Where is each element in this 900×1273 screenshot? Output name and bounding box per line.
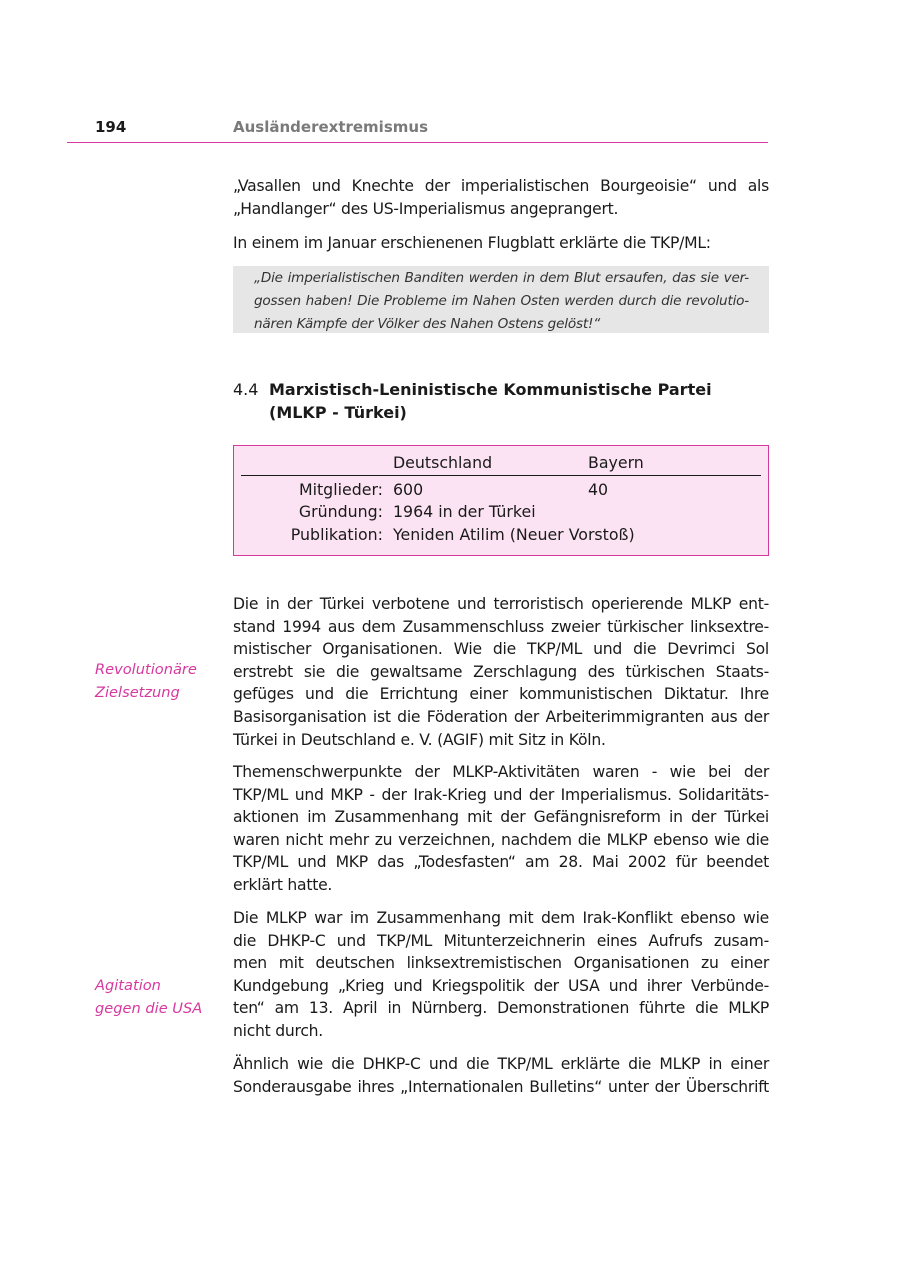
fact-value-gruendung: 1964 in der Türkei (393, 502, 536, 521)
p3-line-3: men mit deutschen linksextremistischen Organisationen zu einer (233, 954, 769, 973)
p2-line-3: aktionen im Zusammenhang mit der Gefängnisreform in der Türkei (233, 808, 769, 827)
fact-value-mitglieder-deutschland: 600 (393, 480, 424, 499)
quote-line-3: nären Kämpfe der Völker des Nahen Ostens gelöst!“ (254, 315, 601, 332)
p3-line-2: die DHKP-C und TKP/ML Mitunterzeichnerin eines Aufrufs zusam- (233, 931, 769, 950)
body-paragraph-2 (233, 761, 769, 897)
margin-note-revolutionaere-zielsetzung (95, 659, 225, 704)
p1-line-1: Die in der Türkei verbotene und terroristisch operierende MLKP ent- (233, 595, 769, 613)
flugblatt-paragraph (233, 232, 769, 255)
section-title (269, 378, 749, 424)
fact-header-rule (241, 475, 761, 476)
page-number: 194 (95, 118, 127, 136)
margin-note-2-line-2: gegen die USA (95, 999, 203, 1017)
fact-label-publikation: Publikation: (290, 525, 383, 544)
fact-box (233, 445, 769, 556)
body-paragraph-1 (233, 593, 769, 751)
p3-line-4: Kundgebung „Krieg und Kriegspolitik der USA und ihrer Verbünde- (233, 976, 769, 995)
quote-line-2: gossen haben! Die Probleme im Nahen Osten werden durch die revolutio- (254, 292, 749, 309)
body-paragraph-4 (233, 1053, 769, 1098)
p1-line-5: gefüges und die Errichtung einer kommunistischen Diktatur. Ihre (233, 685, 769, 704)
fact-value-mitglieder-bayern: 40 (588, 480, 609, 499)
p4-line-2: Sonderausgabe ihres „Internationalen Bulletins“ unter der Überschrift (233, 1077, 769, 1096)
p1-line-6: Basisorganisation ist die Föderation der Arbeiterimmigranten aus der (233, 707, 769, 726)
p3-line-1: Die MLKP war im Zusammenhang mit dem Irak-Konflikt ebenso wie (233, 909, 769, 927)
p1-line-3: mistischer Organisationen. Wie die TKP/ML und die Devrimci Sol (233, 640, 769, 659)
p2-line-5: TKP/ML und MKP das „Todesfasten“ am 28. Mai 2002 für beendet (233, 853, 769, 872)
p2-line-2: TKP/ML und MKP - der Irak-Krieg und der Imperialismus. Solidaritäts- (233, 785, 769, 804)
section-title-line-1: Marxistisch-Leninistische Kommunistische Partei (269, 380, 712, 399)
quote-line-1: „Die imperialistischen Banditen werden in dem Blut ersaufen, das sie ver- (254, 270, 749, 286)
fact-label-gruendung: Gründung: (298, 502, 383, 521)
flugblatt-sentence: In einem im Januar erschienenen Flugblatt erklärte die TKP/ML: (233, 234, 711, 252)
p3-line-5: ten“ am 13. April in Nürnberg. Demonstrationen führte die MLKP (233, 999, 769, 1018)
fact-label-mitglieder: Mitglieder: (298, 480, 383, 499)
p2-line-6: erklärt hatte. (233, 875, 333, 894)
p1-line-4: erstrebt sie die gewaltsame Zerschlagung des türkischen Staats- (233, 662, 769, 681)
section-title-line-2: (MLKP - Türkei) (269, 403, 407, 422)
intro-line-2: „Handlanger“ des US-Imperialismus angeprangert. (233, 199, 619, 218)
chapter-title: Ausländerextremismus (233, 118, 428, 136)
p2-line-1: Themenschwerpunkte der MLKP-Aktivitäten waren - wie bei der (233, 763, 769, 781)
margin-note-agitation-gegen-usa (95, 975, 225, 1020)
quote-box (233, 266, 769, 333)
body-paragraph-3 (233, 907, 769, 1043)
margin-note-2-line-1: Agitation (95, 977, 161, 994)
p3-line-6: nicht durch. (233, 1021, 324, 1040)
running-head (67, 116, 768, 143)
fact-header-bayern: Bayern (588, 453, 644, 472)
fact-value-publikation: Yeniden Atilim (Neuer Vorstoß) (393, 525, 635, 544)
margin-note-1-line-2: Zielsetzung (95, 683, 180, 701)
margin-note-1-line-1: Revolutionäre (95, 661, 197, 678)
p1-line-7: Türkei in Deutschland e. V. (AGIF) mit Sitz in Köln. (233, 730, 606, 749)
section-number: 4.4 (233, 380, 259, 399)
p2-line-4: waren nicht mehr zu verzeichnen, nachdem die MLKP ebenso wie die (233, 830, 769, 849)
intro-paragraph (233, 175, 769, 220)
p4-line-1: Ähnlich wie die DHKP-C und die TKP/ML erklärte die MLKP in einer (233, 1055, 769, 1073)
intro-line-1: „Vasallen und Knechte der imperialistischen Bourgeoisie“ und als (233, 177, 769, 195)
p1-line-2: stand 1994 aus dem Zusammenschluss zweier türkischer linksextre- (233, 617, 769, 636)
fact-header-deutschland: Deutschland (393, 453, 493, 472)
